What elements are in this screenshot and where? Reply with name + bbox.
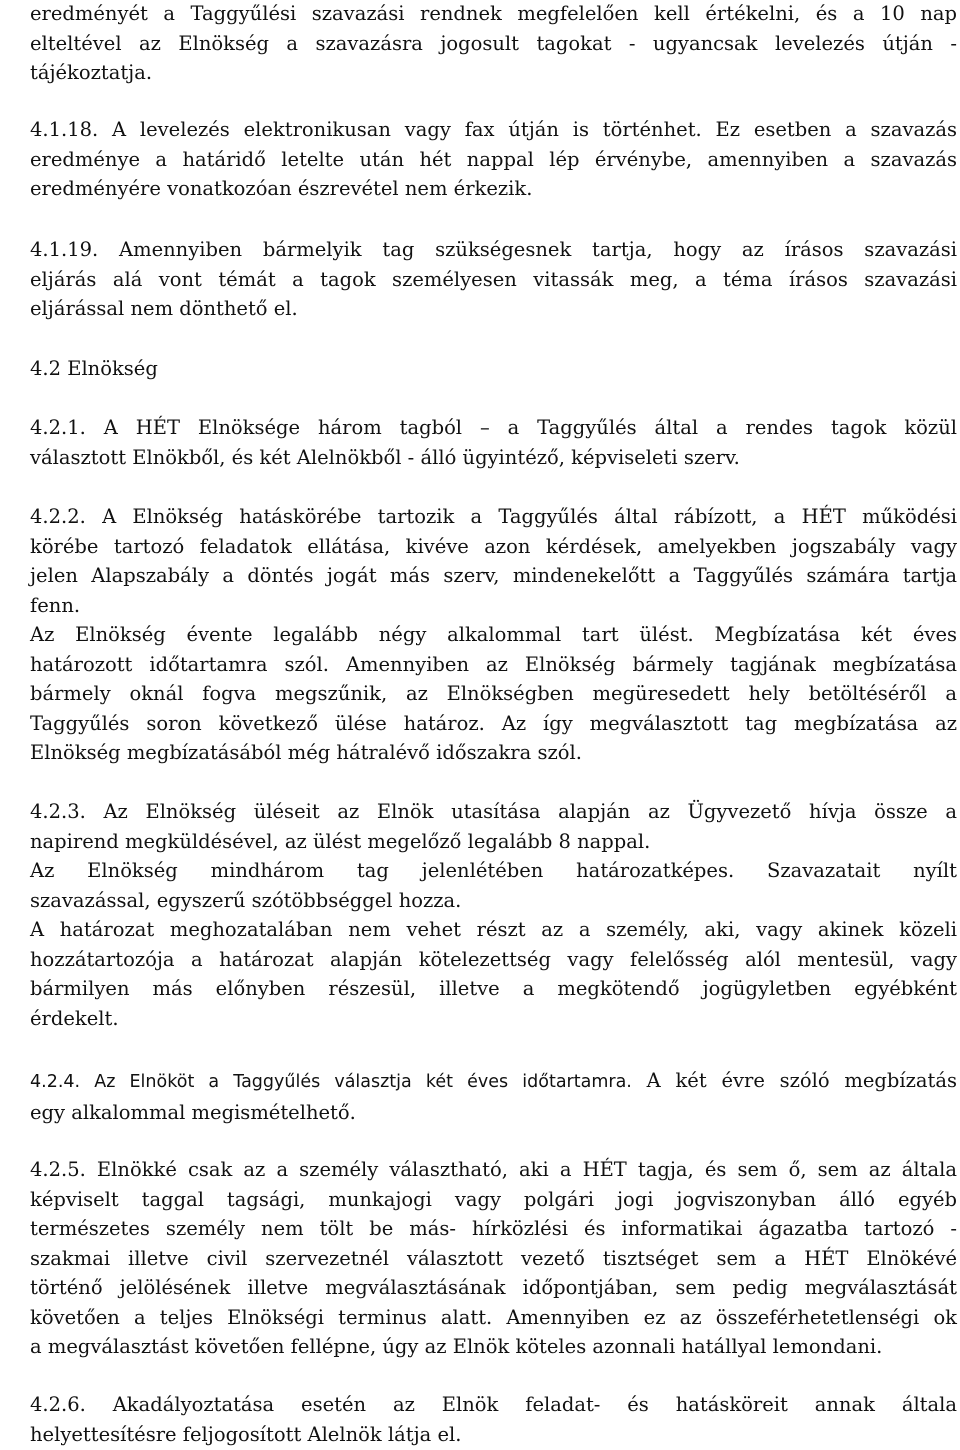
text-line: eredményére vonatkozóan észrevétel nem érkezik.: [30, 177, 533, 200]
text-line: 4.2.3. Az Elnökség üléseit az Elnök utasítása alapján az Ügyvezető hívja össze a: [30, 800, 957, 823]
text-line: a megválasztást követően fellépne, úgy az Elnök köteles azonnali hatállyal lemondani.: [30, 1335, 883, 1358]
text-line: bármely oknál fogva megszűnik, az Elnökségben megüresedett hely betöltéséről a: [30, 682, 957, 705]
text-line: A határozat meghozatalában nem vehet részt az a személy, aki, vagy akinek közeli: [30, 918, 957, 941]
text-line: 4.2.6. Akadályoztatása esetén az Elnök feladat- és hatásköreit annak általa: [30, 1393, 957, 1416]
text-run-serif: A két évre szóló megbízatás: [631, 1069, 957, 1092]
text-line: 4.2.1. A HÉT Elnöksége három tagból – a Taggyűlés által a rendes tagok közül: [30, 416, 957, 439]
text-line: körébe tartozó feladatok ellátása, kivéve azon kérdések, amelyekben jogszabály vagy: [30, 534, 957, 558]
text-line: Elnökség megbízatásából még hátralévő időszakra szól.: [30, 741, 582, 764]
text-line: Az Elnökség évente legalább négy alkalommal tart ülést. Megbízatása két éves: [30, 623, 957, 646]
paragraph-intro: [30, 0, 957, 88]
text-line: hozzátartozója a határozat alapján kötelezettség vagy felelősség alól mentesül, vagy: [30, 947, 957, 971]
paragraph-4-2-5: [30, 1155, 957, 1362]
text-line: követően a teljes Elnökségi terminus alatt. Amennyiben ez az összeférhetetlenségi ok: [30, 1305, 957, 1329]
text-line: 4.1.19. Amennyiben bármelyik tag szükségesnek tartja, hogy az írásos szavazási: [30, 238, 957, 261]
text-line: 4.1.18. A levelezés elektronikusan vagy fax útján is történhet. Ez esetben a szavazás: [30, 118, 957, 141]
text-line: bármilyen más előnyben részesül, illetve a megkötendő jogügyletben egyébként: [30, 977, 957, 1000]
paragraph-4-2-2: [30, 502, 957, 768]
text-line: eredménye a határidő letelte után hét nappal lép érvénybe, amennyiben a szavazás: [30, 147, 957, 171]
paragraph-4-2-3: [30, 797, 957, 1033]
text-line: egy alkalommal megismételhető.: [30, 1100, 356, 1124]
text-line: eljárás alá vont témát a tagok személyesen vitassák meg, a téma írásos szavazási: [30, 267, 957, 291]
text-line: tájékoztatja.: [30, 61, 153, 84]
text-line: napirend megküldésével, az ülést megelőző legalább 8 nappal.: [30, 829, 651, 853]
text-line: eredményét a Taggyűlési szavazási rendnek megfelelően kell értékelni, és a 10 nap: [30, 2, 957, 25]
paragraph-4-1-19: [30, 235, 957, 324]
text-line: érdekelt.: [30, 1006, 119, 1030]
text-line: választott Elnökből, és két Alelnökből - álló ügyintéző, képviseleti szerv.: [30, 445, 740, 469]
text-line: határozott időtartamra szól. Amennyiben az Elnökség bármely tagjának megbízatása: [30, 652, 957, 676]
text-line: fenn.: [30, 593, 81, 617]
text-line: helyettesítésre feljogosított Alelnök látja el.: [30, 1422, 462, 1446]
text-line: 4.2.5. Elnökké csak az a személy választható, aki a HÉT tagja, és sem ő, sem az általa: [30, 1158, 957, 1181]
text-line: szavazással, egyszerű szótöbbséggel hozza.: [30, 888, 462, 912]
text-line: [30, 1066, 957, 1098]
text-line: Taggyűlés soron következő ülése határoz. Az így megválasztott tag megbízatása az: [30, 711, 957, 735]
text-line: Az Elnökség mindhárom tag jelenlétében határozatképes. Szavazatait nyílt: [30, 859, 957, 882]
text-line: természetes személy nem tölt be más- hírközlési és informatikai ágazatba tartozó -: [30, 1217, 957, 1240]
text-line: elteltével az Elnökség a szavazásra jogosult tagokat - ugyancsak levelezés útján -: [30, 31, 957, 55]
paragraph-4-1-18: [30, 115, 957, 204]
text-line: történő jelölésének illetve megválasztásának időpontjában, sem pedig megválasztását: [30, 1276, 957, 1299]
text-line: képviselt taggal tagsági, munkajogi vagy polgári jogi jogviszonyban álló egyéb: [30, 1187, 957, 1211]
section-heading-4-2: 4.2 Elnökség: [30, 357, 158, 380]
text-line: eljárással nem dönthető el.: [30, 297, 298, 320]
text-line: jelen Alapszabály a döntés jogát más szerv, mindenekelőtt a Taggyűlés számára tartja: [30, 564, 957, 587]
paragraph-4-2-6: [30, 1390, 957, 1449]
text-line: 4.2.2. A Elnökség hatáskörébe tartozik a Taggyűlés által rábízott, a HÉT működési: [30, 505, 957, 528]
text-run-sans: 4.2.4. Az Elnököt a Taggyűlés választja két éves időtartamra.: [30, 1072, 632, 1092]
text-line: szakmai illetve civil szervezetnél választott vezető tisztséget sem a HÉT Elnökévé: [30, 1246, 957, 1270]
paragraph-4-2-1: [30, 413, 957, 472]
paragraph-4-2-4: [30, 1066, 957, 1127]
